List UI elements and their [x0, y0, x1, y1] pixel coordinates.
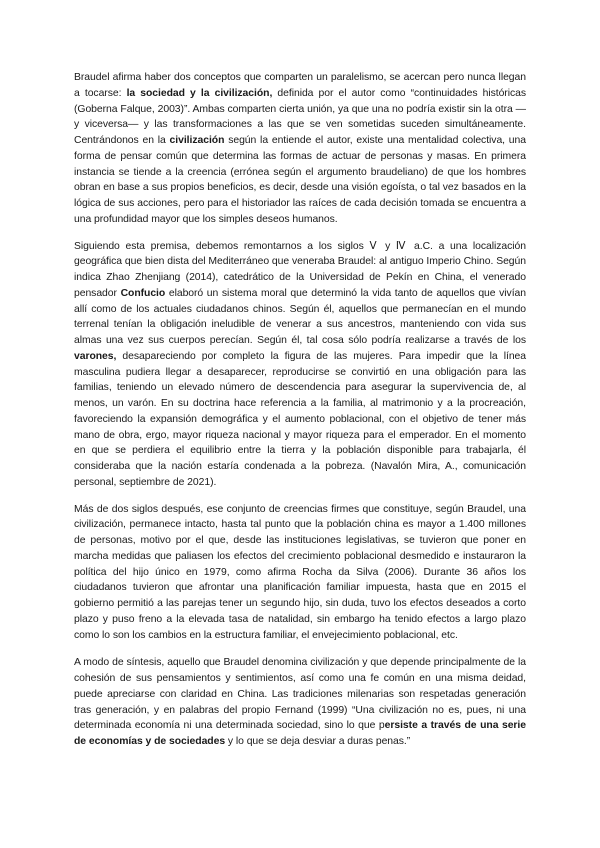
text-segment: Más de dos siglos después, ese conjunto de creencias firmes que constituye, según Braudel, una civilización, permanece intacto, hasta tal punto que la población china es mayor a 1.400 millones de personas, motivo por el que, desde las instituciones legislativas, se tuvieron que poner en marcha medidas que paliasen los efectos del crecimiento poblacional desmedido e instauraron la política del hijo único en 1979, como afirma Rocha da Silva (2006). Durante 36 años los ciudadanos tuvieron que afrontar una planificación familiar impuesta, hasta que en 2015 el gobierno permitió a las parejas tener un segundo hijo, sin duda, tuvo los efectos deseados a corto plazo y puso freno a la elevada tasa de natalidad, sin embargo ha tenido efectos a largo plazo como lo son los cambios en la estructura familiar, el envejecimiento poblacional, etc.: [74, 503, 526, 641]
text-segment: Braudel afirma haber dos conceptos que comparten un paralelismo, se acercan pero nunca llegan a tocarse:: [74, 72, 526, 99]
bold-text-segment: ersiste a través de una serie de economías y de sociedades: [74, 720, 526, 747]
text-segment: definida por el autor como “continuidades históricas (Goberna Falque, 2003)”. Ambas comparten cierta unión, ya que una no podría existir sin la otra —y viceversa— y las transformaciones a las que se ven sometidas suceden simultáneamente. Centrándonos en la: [74, 87, 526, 146]
paragraph-synthesis: [74, 655, 526, 750]
bold-text-segment: varones,: [74, 350, 117, 362]
paragraph-population-policy: [74, 502, 526, 644]
text-segment: desapareciendo por completo la figura de las mujeres. Para impedir que la línea masculina pudiera llegar a desaparecer, reproducirse se convirtió en una obligación para las familias, teniendo un elevado número de descendencia para asegurar la supervivencia de, al menos, un varón. En su doctrina hace referencia a la familia, al matrimonio y a la procreación, favoreciendo la expansión demográfica y el aumento poblacional, con el objetivo de tener más mano de obra, ergo, mayor riqueza nacional y mayor riqueza para el emperador. En el momento en que se perdiera el equilibrio entre la tierra y la población disponible para trabajarla, él consideraba que la nación estaría condenada a la pobreza. (Navalón Mira, A., comunicación personal, septiembre de 2021).: [74, 350, 526, 488]
text-segment: Siguiendo esta premisa, debemos remontarnos a los siglos Ⅴ y Ⅳ a.C. a una localización geográfica que bien dista del Mediterráneo que veneraba Braudel: al antiguo Imperio Chino. Según indica Zhao Zhenjiang (2014), catedrático de la Universidad de Pekín en China, el venerado pensador: [74, 240, 526, 299]
document-page: [74, 70, 526, 761]
text-segment: elaboró un sistema moral que determinó la vida tanto de aquellos que vivían allí como de los actuales ciudadanos chinos. Según él, aquellos que permanecían en el mundo terrenal tenían la obligación ineludible de venerar a sus ancestros, manteniendo con vida sus almas una vez sus cuerpos perecían. Según él, tal cosa sólo podría realizarse a través de los: [74, 287, 526, 346]
paragraph-braudel-concepts: [74, 70, 526, 228]
bold-text-segment: la sociedad y la civilización,: [126, 87, 273, 99]
text-segment: según la entiende el autor, existe una mentalidad colectiva, una forma de pensar común que determina las formas de actuar de personas y masas. En primera instancia se tiende a la creencia (errónea según el argumento braudeliano) de que los hombres obran en base a sus propios beneficios, es decir, desde una visión egoísta, o tal vez basados en la lógica de sus acciones, pero para el historiador las raíces de cada decisión tomada se encuentra a una profundidad mayor que los simples deseos humanos.: [74, 135, 526, 225]
text-segment: y lo que se deja desviar a duras penas.”: [225, 736, 411, 747]
bold-text-segment: civilización: [169, 135, 225, 146]
text-segment: A modo de síntesis, aquello que Braudel denomina civilización y que depende principalmente de la cohesión de sus pensamientos y sentimientos, así como una fe común en una misma deidad, puede apreciarse con claridad en China. Las tradiciones milenarias son respetadas generación tras generación, y en palabras del propio Fernand (1999) “Una civilización no es, pues, ni una determinada economía ni una determinada sociedad, sino lo que p: [74, 657, 526, 732]
paragraph-confucius: [74, 239, 526, 491]
bold-text-segment: Confucio: [120, 287, 166, 299]
